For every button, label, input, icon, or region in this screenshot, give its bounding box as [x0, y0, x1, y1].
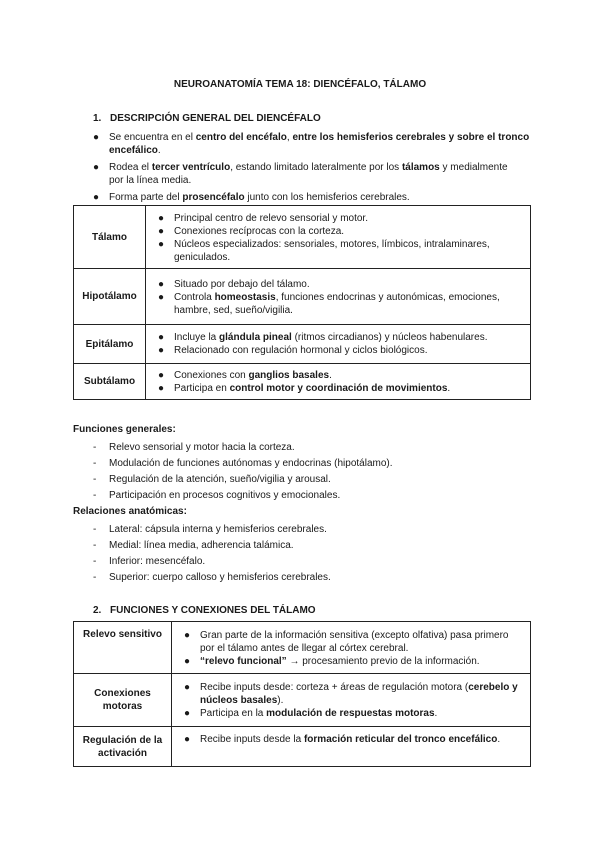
- cell-text: ).: [277, 695, 284, 706]
- cell-emphasis: “relevo funcional”: [200, 656, 287, 667]
- list-item: [146, 212, 530, 225]
- list-text: Superior: cuerpo calloso y hemisferios cerebrales.: [109, 572, 331, 583]
- list-text: Lateral: cápsula interna y hemisferios cerebrales.: [109, 524, 327, 535]
- bullet-icon: ●: [93, 162, 100, 173]
- relaciones-label: Relaciones anatómicas:: [73, 506, 187, 517]
- cell-emphasis: homeostasis: [214, 291, 276, 303]
- section2-title: FUNCIONES Y CONEXIONES DEL TÁLAMO: [110, 605, 316, 616]
- bullet-icon: ●: [158, 239, 165, 250]
- row-key-relevo-sensitivo: Relevo sensitivo: [74, 622, 172, 674]
- list-item: [146, 331, 530, 344]
- cell-text: .: [447, 382, 451, 394]
- cell-text: Recibe inputs desde la: [200, 734, 304, 745]
- dash-icon: -: [93, 458, 97, 469]
- section2-number: 2.: [93, 605, 102, 616]
- cell-text: Participa en la: [200, 708, 267, 719]
- cell-text: .: [329, 369, 332, 381]
- cell-emphasis: núcleos basales: [200, 695, 278, 706]
- bullet-icon: ●: [158, 226, 165, 237]
- cell-emphasis: ganglios basales: [248, 369, 330, 381]
- row-key-talamo: Tálamo: [74, 206, 146, 269]
- cell-text: hambre, sed, sueño/vigilia.: [174, 304, 293, 316]
- key-line: activación: [98, 747, 147, 759]
- bullet-icon: ●: [184, 734, 191, 745]
- list-item: [146, 225, 530, 238]
- cell-text: Conexiones recíprocas con la corteza.: [174, 226, 345, 237]
- cell-text: Conexiones con: [174, 369, 249, 381]
- bullet-text: junto con los hemisferios cerebrales.: [244, 192, 410, 203]
- list-item: [146, 278, 530, 291]
- list-item: [146, 238, 530, 264]
- dash-icon: -: [93, 490, 97, 501]
- bullet-emphasis: centro del encéfalo: [195, 132, 287, 143]
- list-text: Regulación de la atención, sueño/vigilia y arousal.: [109, 474, 331, 485]
- bullet-icon: ●: [158, 382, 165, 394]
- list-item: [172, 681, 530, 707]
- section1-title: DESCRIPCIÓN GENERAL DEL DIENCÉFALO: [110, 113, 321, 124]
- key-line: Regulación de la: [82, 734, 163, 746]
- table-row: [74, 325, 531, 364]
- bullet-text: Rodea el: [109, 162, 152, 173]
- thalamus-table: [73, 621, 531, 767]
- list-item: [146, 344, 530, 357]
- table-row: [74, 364, 531, 400]
- cell-text: , funciones endocrinas y autonómicas, emociones,: [275, 291, 500, 303]
- cell-text: Controla: [174, 291, 215, 303]
- bullet-icon: ●: [158, 332, 165, 343]
- row-key-subtalamo: Subtálamo: [74, 364, 146, 400]
- bullet-emphasis: prosencéfalo: [182, 192, 245, 203]
- list-item: [172, 707, 530, 720]
- cell-emphasis: control motor y coordinación de movimientos: [229, 382, 448, 394]
- row-key-regulacion-activacion: [74, 727, 172, 767]
- list-item: [146, 382, 530, 395]
- row-key-conexiones-motoras: [74, 674, 172, 727]
- dash-icon: -: [93, 524, 97, 535]
- list-text: Relevo sensorial y motor hacia la corteza.: [109, 442, 295, 453]
- bullet-emphasis: entre los hemisferios cerebrales y sobre el tronco: [292, 132, 530, 143]
- list-item: [172, 655, 530, 668]
- table-row: [74, 269, 531, 325]
- dash-icon: -: [93, 442, 97, 453]
- list-item: [146, 291, 530, 317]
- cell-text: .: [434, 708, 438, 719]
- cell-text: Incluye la: [174, 332, 220, 343]
- dash-icon: -: [93, 540, 97, 551]
- list-text: Inferior: mesencéfalo.: [109, 556, 206, 567]
- list-text: Modulación de funciones autónomas y endocrinas (hipotálamo).: [109, 458, 393, 469]
- bullet-icon: ●: [158, 369, 165, 381]
- dash-icon: -: [93, 572, 97, 583]
- cell-text: (ritmos circadianos) y núcleos habenulares.: [291, 332, 488, 343]
- section1-heading: [93, 112, 321, 125]
- list-text: Medial: línea media, adherencia talámica.: [109, 540, 294, 551]
- dash-icon: -: [93, 556, 97, 567]
- cell-text: geniculados.: [174, 252, 231, 263]
- bullet-icon: ●: [158, 345, 165, 356]
- bullet-text: Forma parte del: [109, 192, 183, 203]
- bullet-emphasis: encefálico: [109, 145, 158, 156]
- section2-heading: [93, 604, 316, 617]
- cell-text: .: [497, 734, 501, 745]
- cell-text: Núcleos especializados: sensoriales, motores, límbicos, intralaminares,: [174, 239, 490, 250]
- bullet-icon: ●: [184, 708, 191, 719]
- cell-text: Participa en: [174, 382, 230, 394]
- cell-text: Relacionado con regulación hormonal y ciclos biológicos.: [174, 345, 428, 356]
- funciones-label: Funciones generales:: [73, 424, 176, 435]
- cell-emphasis: cerebelo y: [468, 682, 518, 693]
- table-row: [74, 674, 531, 727]
- key-line: motoras: [102, 701, 143, 712]
- cell-text: Recibe inputs desde: corteza + áreas de regulación motora (: [200, 682, 469, 693]
- list-item: [172, 629, 530, 655]
- bullet-icon: ●: [158, 278, 165, 290]
- bullet-text: .: [157, 145, 161, 156]
- table-row: [74, 622, 531, 674]
- list-text: Participación en procesos cognitivos y emocionales.: [109, 490, 341, 501]
- dash-icon: -: [93, 474, 97, 485]
- bullet-icon: ●: [93, 132, 100, 143]
- section1-number: 1.: [93, 113, 102, 124]
- cell-text: Situado por debajo del tálamo.: [174, 278, 310, 290]
- bullet-text: y medialmente: [439, 162, 508, 173]
- bullet-icon: ●: [158, 291, 165, 303]
- cell-text: Principal centro de relevo sensorial y motor.: [174, 213, 368, 224]
- table-row: [74, 727, 531, 767]
- cell-emphasis: modulación de respuestas motoras: [266, 708, 435, 719]
- document-title: NEUROANATOMÍA TEMA 18: DIENCÉFALO, TÁLAMO: [173, 79, 427, 90]
- bullet-text: ,: [286, 132, 293, 143]
- list-item: [172, 733, 530, 746]
- diencephalon-table: [73, 205, 531, 400]
- bullet-icon: ●: [184, 630, 191, 641]
- key-line: Conexiones: [94, 688, 151, 699]
- cell-emphasis: glándula pineal: [219, 332, 292, 343]
- table-row: [74, 206, 531, 269]
- cell-text: Gran parte de la información sensitiva (excepto olfativa) pasa primero: [200, 630, 509, 641]
- bullet-emphasis: tercer ventrículo: [151, 162, 231, 173]
- cell-text: → procesamiento previo de la información.: [286, 656, 480, 667]
- list-item: [146, 369, 530, 382]
- bullet-icon: ●: [184, 682, 191, 693]
- bullet-emphasis: tálamos: [401, 162, 440, 173]
- cell-emphasis: formación reticular del tronco encefálico: [303, 734, 498, 745]
- bullet-text: , estando limitado lateralmente por los: [230, 162, 402, 173]
- bullet-text: por la línea media.: [109, 175, 192, 186]
- cell-text: por el tálamo antes de llegar al córtex cerebral.: [200, 643, 409, 654]
- bullet-icon: ●: [158, 213, 165, 224]
- row-key-epitalamo: Epitálamo: [74, 325, 146, 364]
- bullet-icon: ●: [93, 192, 100, 203]
- bullet-icon: ●: [184, 656, 191, 667]
- bullet-text: Se encuentra en el: [109, 132, 196, 143]
- row-key-hipotalamo: Hipotálamo: [74, 269, 146, 325]
